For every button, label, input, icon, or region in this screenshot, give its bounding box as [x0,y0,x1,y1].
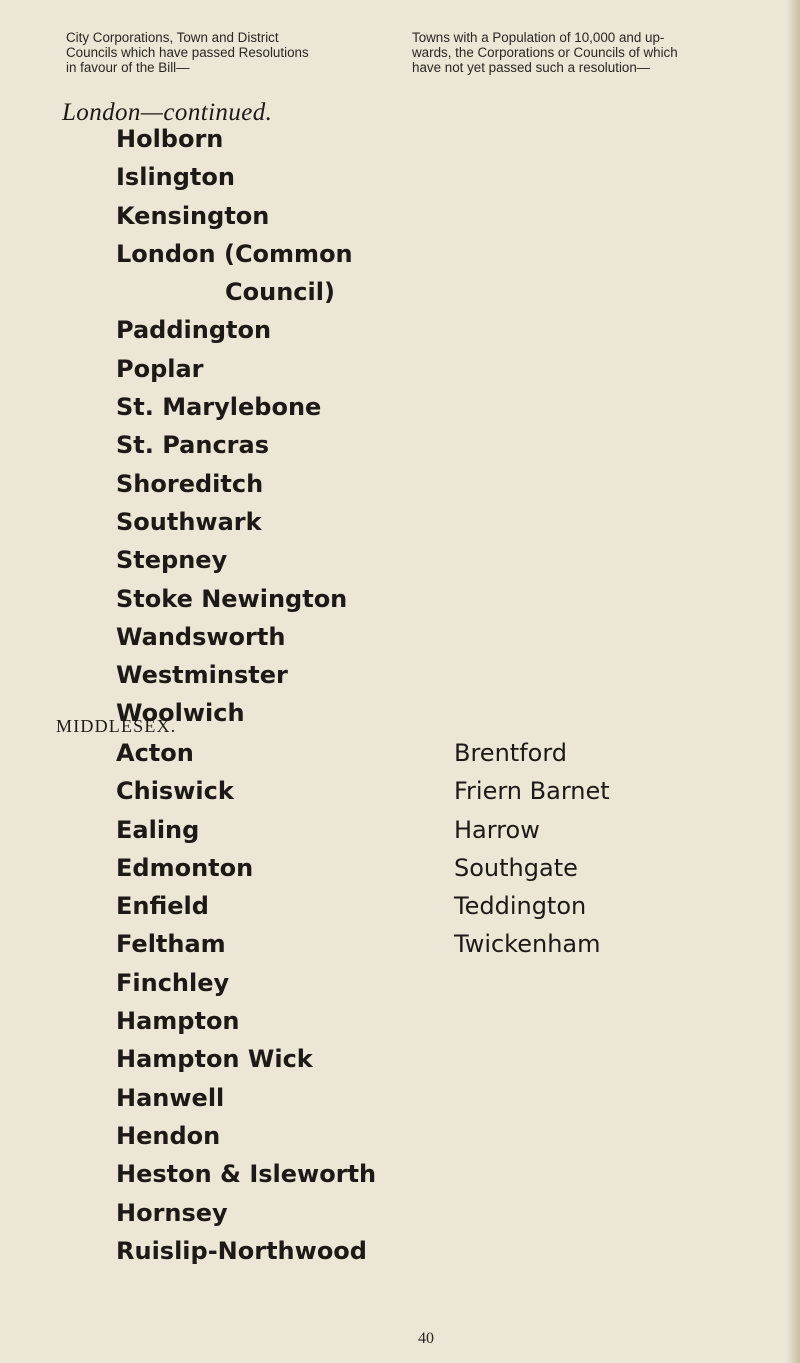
list-item: Friern Barnet [454,777,610,806]
list-item: Southgate [454,853,578,882]
list-item: Ealing [116,815,200,844]
list-item: Westminster [116,661,288,690]
header-left-line-1: City Corporations, Town and District [66,30,279,45]
header-left-line-3: in favour of the Bill— [66,60,190,75]
header-left-column [66,30,401,75]
middlesex-not-passed-list [454,734,610,964]
list-item: Twickenham [454,930,601,959]
list-item: Hornsey [116,1198,228,1227]
list-item: Paddington [116,316,272,345]
middlesex-passed-list [116,734,376,1270]
list-item: Poplar [116,354,204,383]
list-item: Holborn [116,125,224,153]
list-item: Hampton Wick [116,1045,313,1074]
list-item: Southwark [116,507,262,536]
list-item: Brentford [454,739,568,767]
list-item: Woolwich [116,699,245,728]
list-item: St. Pancras [116,431,269,460]
list-item: Feltham [116,930,226,959]
list-item: Heston & Isleworth [116,1160,377,1189]
list-item: London (Common [116,239,353,268]
list-item: St. Marylebone [116,393,322,422]
header-left-line-2: Councils which have passed Resolutions [66,45,309,60]
list-item: Chiswick [116,777,234,806]
page-edge-shadow [786,0,800,1363]
list-item: Hampton [116,1007,240,1036]
header-right-line-1: Towns with a Population of 10,000 and up- [412,30,665,45]
list-item: Islington [116,163,235,192]
list-item: Hendon [116,1121,221,1150]
list-item: Shoreditch [116,469,264,498]
list-item: Ruislip-Northwood [116,1236,367,1265]
list-item: Acton [116,739,194,767]
list-item-continuation: Council) [225,278,335,307]
header-right-column [412,30,772,75]
list-item: Stepney [116,546,228,575]
list-item: Wandsworth [116,622,286,651]
list-item: Stoke Newington [116,584,348,613]
london-section-heading: London—continued. [62,99,273,126]
list-item: Harrow [454,815,540,844]
list-item: Teddington [454,892,587,921]
list-item: Edmonton [116,853,254,882]
list-item: Finchley [116,968,230,997]
list-item: Kensington [116,201,270,230]
list-item: Hanwell [116,1083,225,1112]
page-number: 40 [418,1330,434,1347]
header-right-line-3: have not yet passed such a resolution— [412,60,651,75]
middlesex-section-heading: MIDDLESEX. [56,716,177,736]
header-right-line-2: wards, the Corporations or Councils of which [412,45,678,60]
london-list [116,120,353,733]
list-item: Enfield [116,892,209,921]
